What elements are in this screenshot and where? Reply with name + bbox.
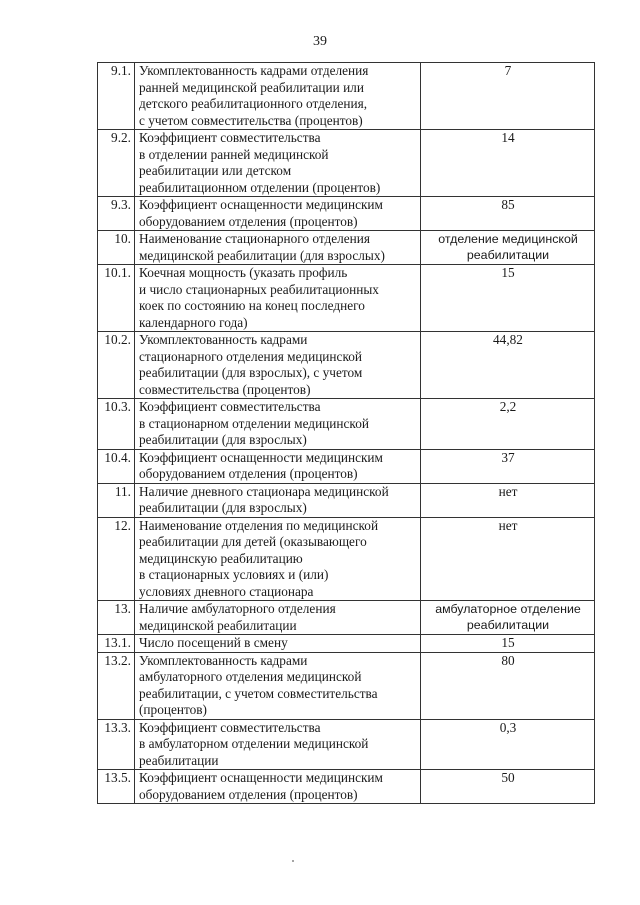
description-line: условиях дневного стационара <box>139 583 314 599</box>
row-value <box>421 63 595 130</box>
description-line: реабилитации, с учетом совместительства <box>139 685 378 701</box>
row-number: 13.1. <box>98 635 135 653</box>
description-line: Наличие дневного стационара медицинской <box>139 483 389 499</box>
row-description <box>135 635 421 653</box>
description-line: реабилитации (для взрослых), с учетом <box>139 365 363 380</box>
description-line: с учетом совместительства (процентов) <box>139 112 363 128</box>
value-line: реабилитации <box>466 248 550 262</box>
description-line: оборудованием отделения (процентов) <box>139 213 358 229</box>
row-value <box>421 517 595 601</box>
description-line: детского реабилитационного отделения, <box>139 96 368 111</box>
row-description <box>135 130 421 197</box>
description-line: реабилитации для детей (оказывающего <box>139 534 367 549</box>
row-number: 13. <box>98 601 135 635</box>
row-number: 10.2. <box>98 332 135 399</box>
row-number: 9.1. <box>98 63 135 130</box>
value-line: 85 <box>501 197 515 212</box>
description-line: (процентов) <box>139 702 207 717</box>
description-line: Укомплектованность кадрами отделения <box>139 63 369 78</box>
description-line: реабилитации (для взрослых) <box>139 432 307 447</box>
row-value <box>421 601 595 635</box>
row-number: 13.5. <box>98 770 135 804</box>
row-number: 13.2. <box>98 652 135 719</box>
description-line: Коечная мощность (указать профиль <box>139 265 348 280</box>
row-value <box>421 197 595 231</box>
description-line: коек по состоянию на конец последнего <box>139 298 365 313</box>
row-number: 9.3. <box>98 197 135 231</box>
description-line: реабилитации <box>139 752 219 768</box>
table-row <box>98 517 595 601</box>
value-line: 15 <box>501 265 515 280</box>
value-line: амбулаторное отделение <box>435 602 581 616</box>
description-line: Наименование стационарного отделения <box>139 231 371 246</box>
row-description <box>135 483 421 517</box>
table-row <box>98 197 595 231</box>
value-line: 50 <box>501 770 515 785</box>
value-line: нет <box>498 517 518 533</box>
description-line: медицинской реабилитации (для взрослых) <box>139 247 385 263</box>
row-value <box>421 332 595 399</box>
row-number: 10.3. <box>98 399 135 450</box>
row-description <box>135 265 421 332</box>
row-description <box>135 770 421 804</box>
row-value <box>421 130 595 197</box>
description-line: в стационарном отделении медицинской <box>139 415 369 431</box>
description-line: оборудованием отделения (процентов) <box>139 786 358 802</box>
table-row <box>98 63 595 130</box>
row-description <box>135 449 421 483</box>
table-row <box>98 332 595 399</box>
page-number: 39 <box>313 34 327 49</box>
row-value <box>421 449 595 483</box>
description-line: оборудованием отделения (процентов) <box>139 466 358 481</box>
row-number: 11. <box>98 483 135 517</box>
row-value <box>421 770 595 804</box>
description-line: Укомплектованность кадрами <box>139 332 308 347</box>
row-value <box>421 483 595 517</box>
description-line: медицинскую реабилитацию <box>139 550 303 566</box>
table-row <box>98 601 595 635</box>
table-row <box>98 399 595 450</box>
value-line: реабилитации <box>466 618 550 632</box>
description-line: Укомплектованность кадрами <box>139 652 308 668</box>
row-number: 12. <box>98 517 135 601</box>
value-line: 80 <box>501 652 515 668</box>
row-number: 10.4. <box>98 449 135 483</box>
description-line: календарного года) <box>139 314 248 330</box>
row-value <box>421 635 595 653</box>
table-row <box>98 231 595 265</box>
value-line: 44,82 <box>493 332 523 347</box>
value-line: 0,3 <box>499 719 517 735</box>
description-line: Коэффициент совместительства <box>139 719 321 735</box>
description-line: и число стационарных реабилитационных <box>139 281 379 297</box>
value-line: 7 <box>504 63 512 78</box>
table-row <box>98 770 595 804</box>
indicators-table <box>97 62 595 804</box>
row-description <box>135 231 421 265</box>
description-line: Коэффициент совместительства <box>139 130 321 145</box>
table-row <box>98 635 595 653</box>
description-line: Коэффициент оснащенности медицинским <box>139 770 383 785</box>
table-row <box>98 130 595 197</box>
description-line: ранней медицинской реабилитации или <box>139 79 364 95</box>
description-line: Наименование отделения по медицинской <box>139 517 379 533</box>
row-description <box>135 719 421 770</box>
row-value <box>421 265 595 332</box>
row-value <box>421 399 595 450</box>
value-line: нет <box>498 483 518 499</box>
description-line: в амбулаторном отделении медицинской <box>139 736 369 751</box>
description-line: Коэффициент оснащенности медицинским <box>139 197 383 212</box>
description-line: Коэффициент оснащенности медицинским <box>139 449 383 465</box>
description-line: в стационарных условиях и (или) <box>139 567 329 582</box>
description-line: медицинской реабилитации <box>139 617 297 633</box>
row-value <box>421 231 595 265</box>
row-description <box>135 601 421 635</box>
row-number: 13.3. <box>98 719 135 770</box>
description-line: стационарного отделения медицинской <box>139 348 362 364</box>
table-row <box>98 449 595 483</box>
value-line: 2,2 <box>499 399 517 414</box>
table-row <box>98 652 595 719</box>
value-line: 37 <box>501 449 515 465</box>
table-row <box>98 265 595 332</box>
row-description <box>135 652 421 719</box>
description-line: в отделении ранней медицинской <box>139 146 329 162</box>
description-line: реабилитационном отделении (процентов) <box>139 179 381 195</box>
value-line: 15 <box>501 635 515 650</box>
table-body <box>98 63 595 804</box>
description-line: Число посещений в смену <box>139 635 288 650</box>
scan-speck <box>292 860 294 862</box>
description-line: амбулаторного отделения медицинской <box>139 669 362 684</box>
row-description <box>135 63 421 130</box>
row-number: 9.2. <box>98 130 135 197</box>
row-number: 10. <box>98 231 135 265</box>
row-number: 10.1. <box>98 265 135 332</box>
row-value <box>421 719 595 770</box>
description-line: Коэффициент совместительства <box>139 399 321 414</box>
table-row <box>98 719 595 770</box>
value-line: отделение медицинской <box>438 232 578 246</box>
value-line: 14 <box>501 130 515 145</box>
row-description <box>135 399 421 450</box>
description-line: реабилитации (для взрослых) <box>139 500 307 515</box>
description-line: реабилитации или детском <box>139 163 292 178</box>
description-line: Наличие амбулаторного отделения <box>139 601 336 616</box>
table-row <box>98 483 595 517</box>
description-line: совместительства (процентов) <box>139 381 311 397</box>
row-description <box>135 517 421 601</box>
row-value <box>421 652 595 719</box>
row-description <box>135 197 421 231</box>
row-description <box>135 332 421 399</box>
